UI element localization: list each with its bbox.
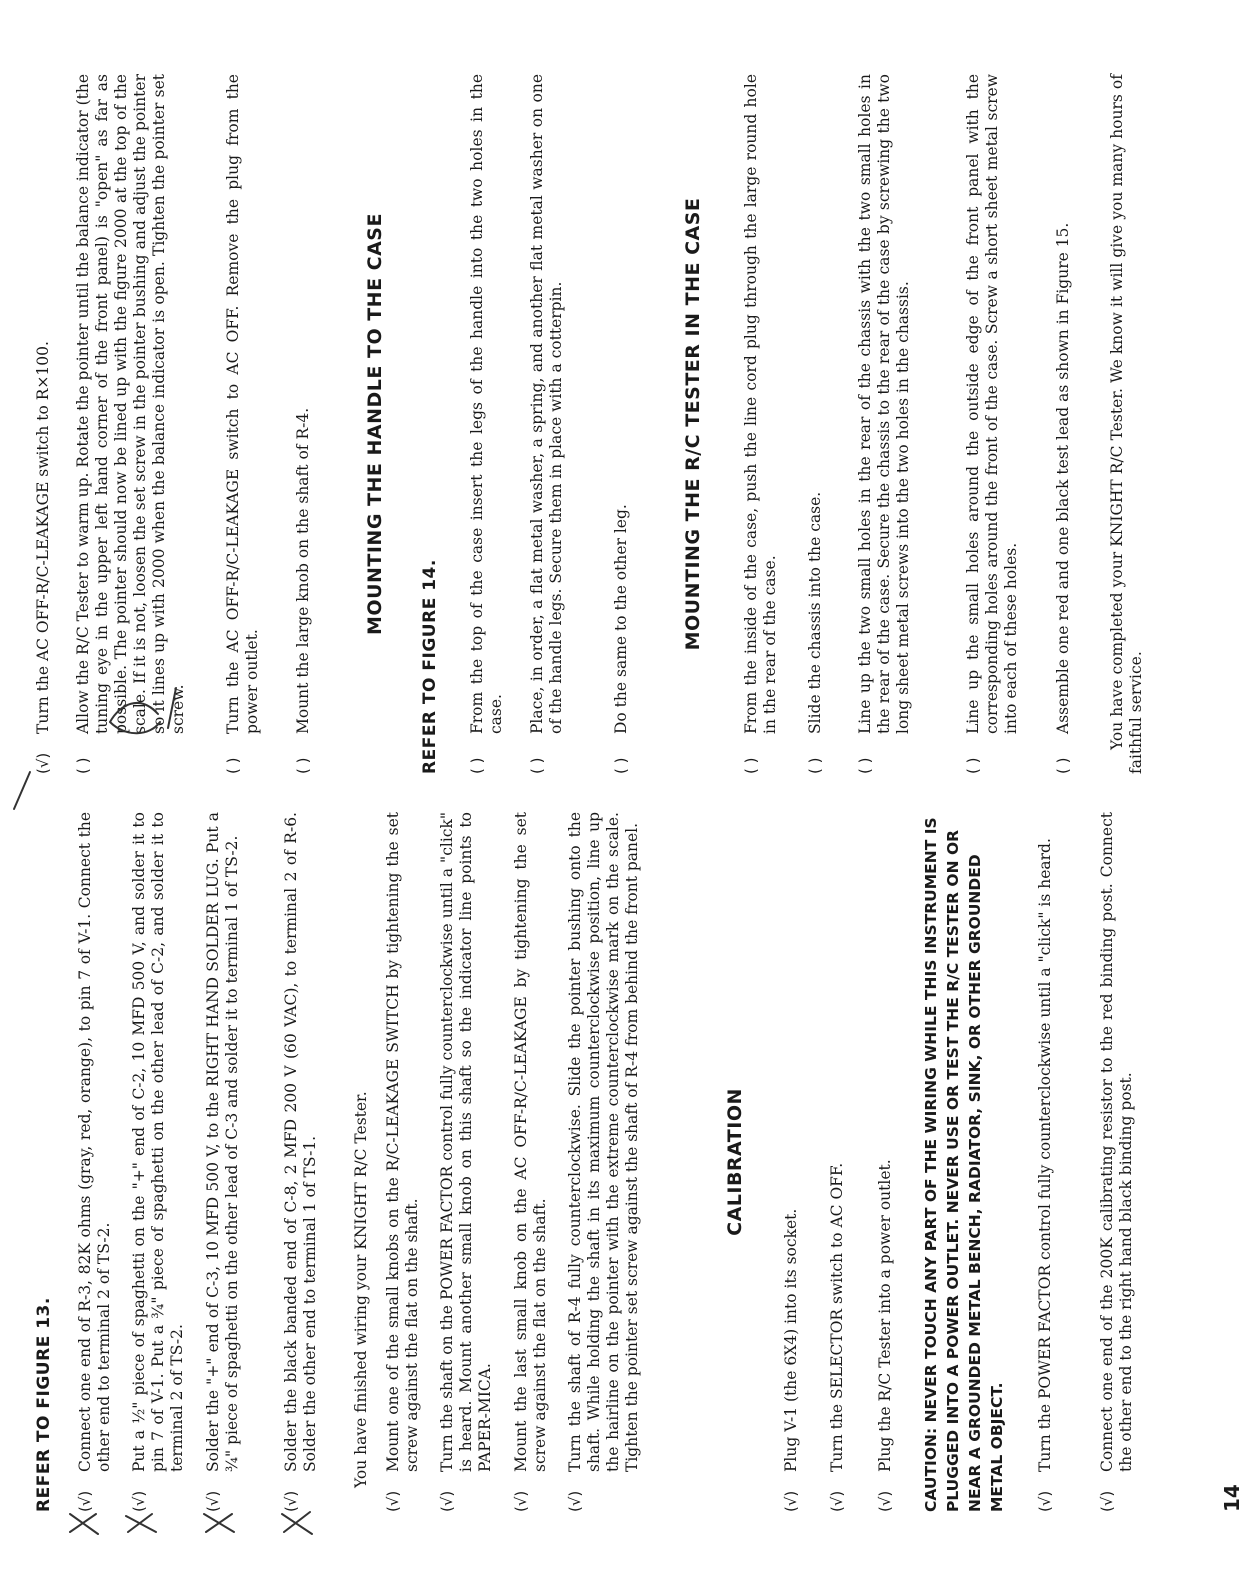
- step-text: Turn the shaft on the POWER FACTOR control fully counterclockwise until a "click" is heard. Mount another small knob on this shaft so the indicator line points to PAPER-MICA.: [438, 812, 494, 1472]
- page-number: 14: [1220, 1484, 1244, 1512]
- step-text: Allow the R/C Tester to warm up. Rotate the pointer until the balance indicator (the tuning eye in the upper left hand corner of the front panel) is "open" as far as possible. The pointer should now be lined up with the figure 2000 at the top of the scale. If it is not, loosen the set screw in the pointer bushing and adjust the pointer so it lines up with 2000 when the balance indicator is open. Tighten the pointer set screw.: [74, 74, 187, 734]
- finished-wiring-text: You have finished wiring your KNIGHT R/C Tester.: [352, 1091, 370, 1488]
- checkbox-checked[interactable]: (√): [384, 1490, 402, 1512]
- step-text: Solder the black banded end of C-8, 2 MFD 200 V (60 VAC), to terminal 2 of R-6. Solder the other end to terminal 1 of TS-1.: [282, 812, 319, 1472]
- step-text: Line up the two small holes in the rear of the chassis with the two small holes in the rear of the case. Secure the chassis to the rear of the case by screwing the two long sheet metal screws into the two holes in the chassis.: [856, 74, 912, 734]
- x-mark: [70, 1514, 98, 1534]
- step-text: Connect one end of the 200K calibrating resistor to the red binding post. Connect the other end to the right hand black binding post.: [1098, 812, 1135, 1472]
- step-text: From the top of the case insert the legs of the handle into the two holes in the case.: [468, 74, 505, 734]
- step-text: Plug the R/C Tester into a power outlet.: [876, 1159, 894, 1472]
- step-text: Connect one end of R-3, 82K ohms (gray, red, orange), to pin 7 of V-1. Connect the other end to terminal 2 of TS-2.: [76, 812, 113, 1472]
- checkbox[interactable]: ( ): [856, 757, 874, 774]
- completion-text: You have completed your KNIGHT R/C Tester. We know it will give you many hours of faithful service.: [1108, 74, 1145, 774]
- checkbox-checked[interactable]: (√): [438, 1490, 456, 1512]
- step-text: Place, in order, a flat metal washer, a spring, and another flat metal washer on one of the handle legs. Secure them in place with a cotterpin.: [528, 74, 565, 734]
- step-text: From the inside of the case, push the line cord plug through the large round hole in the rear of the case.: [742, 74, 779, 734]
- caution-warning: CAUTION: NEVER TOUCH ANY PART OF THE WIRING WHILE THIS INSTRUMENT IS PLUGGED INTO A POWER OUTLET. NEVER USE OR TEST THE R/C TESTER ON OR NEAR A GROUNDED METAL BENCH, RADIATOR, SINK, OR OTHER GROUNDED METAL OBJECT.: [922, 817, 1006, 1512]
- step-text: Mount the last small knob on the AC OFF-R/C-LEAKAGE by tightening the set screw against the flat on the shaft.: [512, 812, 549, 1472]
- checkbox-checked[interactable]: (√): [34, 752, 52, 774]
- step-text: Plug V-1 (the 6X4) into its socket.: [782, 1208, 800, 1472]
- checkbox[interactable]: ( ): [742, 757, 760, 774]
- step-text: Mount one of the small knobs on the R/C-LEAKAGE SWITCH by tightening the set screw against the flat on the shaft.: [384, 812, 421, 1472]
- step-text: Turn the shaft of R-4 fully counterclockwise. Slide the pointer bushing onto the shaft. While holding the shaft in its maximum counterclockwise position, line up the hairline on the pointer with the extreme counterclockwise mark on the scale. Tighten the pointer set screw against the shaft of R-4 from behind the front panel.: [566, 812, 641, 1472]
- checkbox-checked[interactable]: (√): [130, 1490, 148, 1512]
- checkbox-checked[interactable]: (√): [1098, 1490, 1116, 1512]
- x-mark: [126, 1514, 156, 1532]
- checkbox[interactable]: ( ): [528, 757, 546, 774]
- checkbox[interactable]: ( ): [1054, 757, 1072, 774]
- step-text: Turn the AC OFF-R/C-LEAKAGE switch to AC OFF. Remove the plug from the power outlet.: [224, 74, 261, 734]
- calibration-heading: CALIBRATION: [724, 1088, 746, 1236]
- checkbox[interactable]: ( ): [224, 757, 242, 774]
- step-text: Turn the AC OFF-R/C-LEAKAGE switch to R×100.: [34, 341, 52, 734]
- step-text: Turn the POWER FACTOR control fully counterclockwise until a "click" is heard.: [1036, 838, 1054, 1472]
- checkbox-checked[interactable]: (√): [566, 1490, 584, 1512]
- refer-figure-14: REFER TO FIGURE 14.: [420, 559, 440, 774]
- checkbox-checked[interactable]: (√): [76, 1490, 94, 1512]
- checkbox-checked[interactable]: (√): [204, 1490, 222, 1512]
- step-text: Turn the SELECTOR switch to AC OFF.: [828, 1162, 846, 1472]
- checkbox-checked[interactable]: (√): [876, 1490, 894, 1512]
- checkbox-checked[interactable]: (√): [282, 1490, 300, 1512]
- checkbox-checked[interactable]: (√): [512, 1490, 530, 1512]
- step-text: Assemble one red and one black test lead as shown in Figure 15.: [1054, 222, 1072, 734]
- checkbox[interactable]: ( ): [964, 757, 982, 774]
- step-text: Mount the large knob on the shaft of R-4.: [294, 407, 312, 734]
- checkbox[interactable]: ( ): [468, 757, 486, 774]
- case-heading: MOUNTING THE R/C TESTER IN THE CASE: [682, 197, 704, 651]
- checkbox[interactable]: ( ): [612, 757, 630, 774]
- step-text: Put a ½" piece of spaghetti on the "+" end of C-2, 10 MFD 500 V, and solder it to pin 7 of V-1. Put a ¾" piece of spaghetti on the other lead of C-2, and solder it to terminal 2 of TS-2.: [130, 812, 186, 1472]
- checkbox[interactable]: ( ): [74, 757, 92, 774]
- checkbox-checked[interactable]: (√): [1036, 1490, 1054, 1512]
- checkbox-checked[interactable]: (√): [828, 1490, 846, 1512]
- checkbox[interactable]: ( ): [294, 757, 312, 774]
- checkbox[interactable]: ( ): [806, 757, 824, 774]
- x-mark: [282, 1512, 312, 1534]
- step-text: Do the same to the other leg.: [612, 504, 630, 734]
- step-text: Slide the chassis into the case.: [806, 491, 824, 734]
- refer-figure-13: REFER TO FIGURE 13.: [34, 1297, 54, 1512]
- x-mark: [204, 1514, 234, 1532]
- step-text: Line up the small holes around the outside edge of the front panel with the corresponding holes around the front of the case. Screw a short sheet metal screw into each of these holes.: [964, 74, 1020, 734]
- step-text: Solder the "+" end of C-3, 10 MFD 500 V, to the RIGHT HAND SOLDER LUG. Put a ¾" piece of spaghetti on the other lead of C-3 and solder it to terminal 1 of TS-2.: [204, 812, 241, 1472]
- handle-heading: MOUNTING THE HANDLE TO THE CASE: [364, 213, 386, 635]
- slash-mark: [14, 772, 30, 809]
- checkbox-checked[interactable]: (√): [782, 1490, 800, 1512]
